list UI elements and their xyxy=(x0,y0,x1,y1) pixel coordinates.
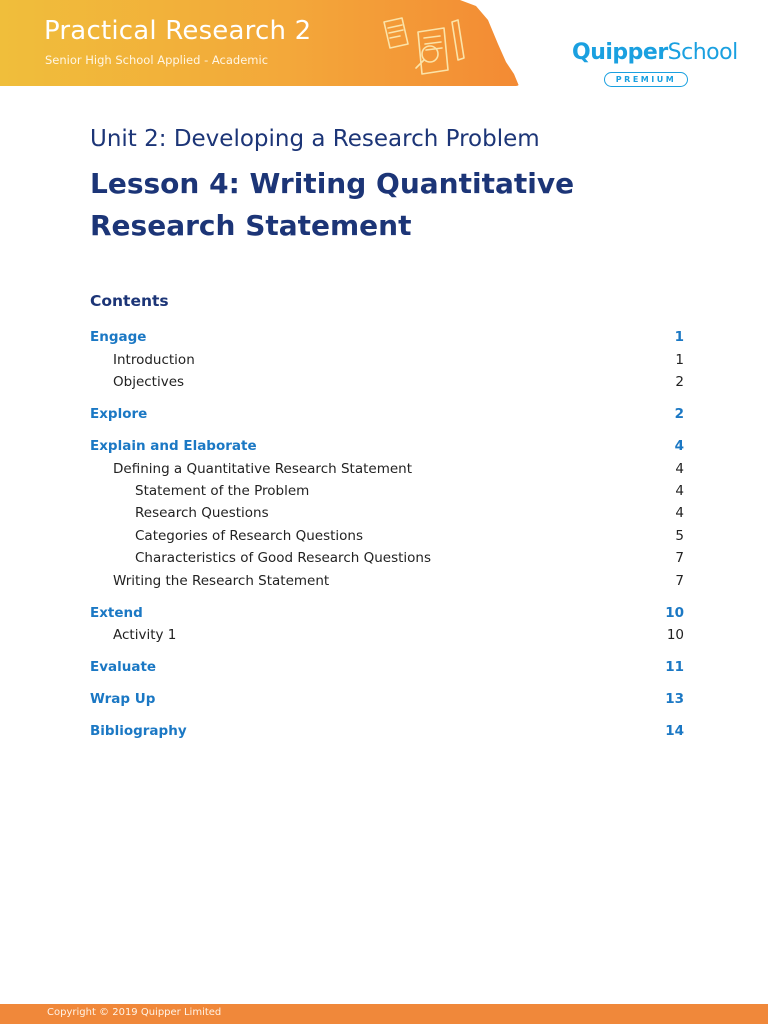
toc-label: Bibliography xyxy=(90,723,187,739)
brand-wordmark xyxy=(572,40,738,65)
brand-name-light: School xyxy=(667,40,738,65)
footer-copyright: Copyright © 2019 Quipper Limited xyxy=(47,1007,222,1018)
toc-label: Engage xyxy=(90,329,147,345)
toc-entry[interactable] xyxy=(90,372,684,392)
premium-badge: PREMIUM xyxy=(604,72,688,87)
toc-label: Characteristics of Good Research Questions xyxy=(135,550,431,566)
toc-page-number: 2 xyxy=(674,406,684,422)
toc-page-number: 1 xyxy=(674,329,684,345)
subject-subtitle: Senior High School Applied - Academic xyxy=(45,53,269,67)
toc-page-number: 5 xyxy=(675,528,684,544)
unit-title: Unit 2: Developing a Research Problem xyxy=(90,126,540,152)
toc-section[interactable] xyxy=(90,404,684,424)
toc-page-number: 4 xyxy=(675,461,684,477)
toc-label: Activity 1 xyxy=(113,627,177,643)
toc-page-number: 14 xyxy=(665,723,684,739)
toc-label: Introduction xyxy=(113,352,195,368)
toc-section[interactable] xyxy=(90,721,684,741)
toc-label: Explore xyxy=(90,406,148,422)
footer-bar xyxy=(0,1004,768,1024)
toc-label: Wrap Up xyxy=(90,691,156,707)
toc-entry[interactable] xyxy=(90,625,684,645)
toc-entry[interactable] xyxy=(90,459,684,479)
toc-page-number: 1 xyxy=(675,352,684,368)
toc-entry[interactable] xyxy=(90,503,684,523)
toc-entry[interactable] xyxy=(90,526,684,546)
lesson-title: Lesson 4: Writing Quantitative Research Statement xyxy=(90,167,575,242)
toc-page-number: 13 xyxy=(665,691,684,707)
toc-label: Categories of Research Questions xyxy=(135,528,363,544)
quipper-school-logo xyxy=(572,40,738,90)
toc-section[interactable] xyxy=(90,327,684,347)
toc-entry[interactable] xyxy=(90,548,684,568)
toc-label: Research Questions xyxy=(135,505,269,521)
toc-page-number: 7 xyxy=(675,550,684,566)
brand-name-bold: Quipper xyxy=(572,40,668,65)
toc-section[interactable] xyxy=(90,689,684,709)
toc-page-number: 11 xyxy=(665,659,684,675)
toc-label: Evaluate xyxy=(90,659,157,675)
toc-section[interactable] xyxy=(90,657,684,677)
toc-label: Explain and Elaborate xyxy=(90,438,257,454)
toc-page-number: 10 xyxy=(665,605,684,621)
toc-page-number: 7 xyxy=(675,573,684,589)
toc-label: Objectives xyxy=(113,374,185,390)
research-documents-icon xyxy=(378,14,478,76)
toc-section[interactable] xyxy=(90,436,684,456)
toc-label: Writing the Research Statement xyxy=(113,573,330,589)
toc-section[interactable] xyxy=(90,603,684,623)
toc-page-number: 4 xyxy=(674,438,684,454)
toc-entry[interactable] xyxy=(90,571,684,591)
toc-page-number: 4 xyxy=(675,505,684,521)
toc-entry[interactable] xyxy=(90,350,684,370)
subject-title: Practical Research 2 xyxy=(44,16,312,46)
toc-page-number: 2 xyxy=(675,374,684,390)
toc-label: Extend xyxy=(90,605,143,621)
contents-heading: Contents xyxy=(90,292,169,310)
toc-page-number: 4 xyxy=(675,483,684,499)
toc-label: Defining a Quantitative Research Statement xyxy=(113,461,412,477)
toc-label: Statement of the Problem xyxy=(135,483,310,499)
toc-page-number: 10 xyxy=(666,627,684,643)
toc-entry[interactable] xyxy=(90,481,684,501)
